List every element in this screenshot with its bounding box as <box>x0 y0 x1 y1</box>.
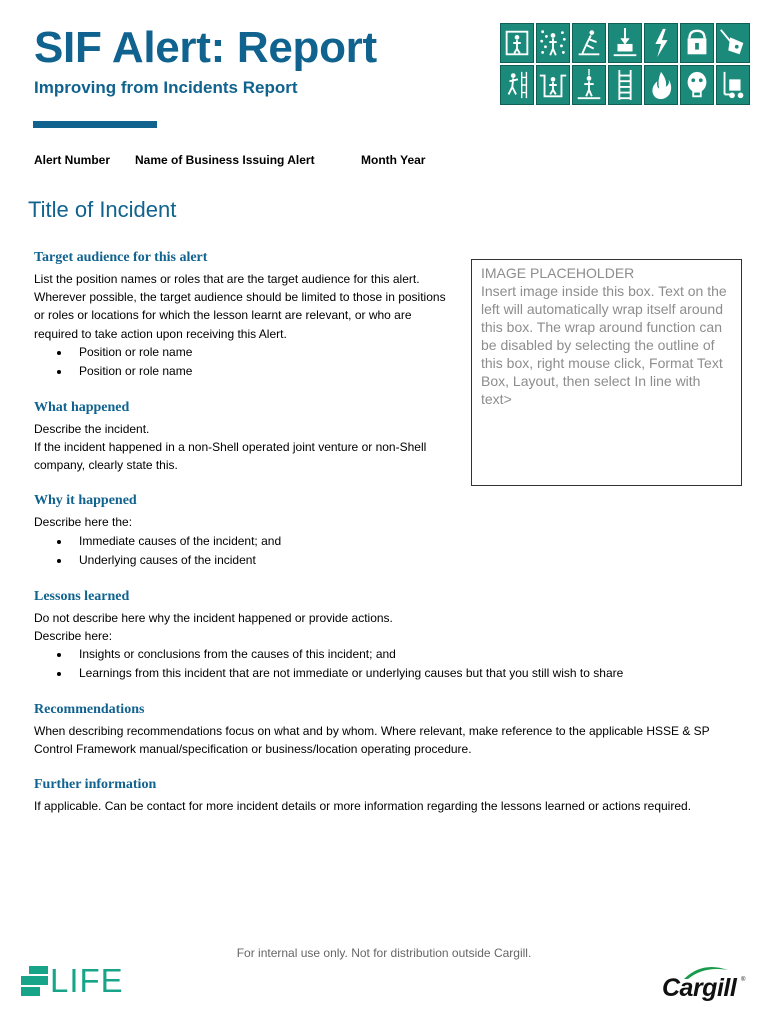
life-mark-icon <box>21 966 48 996</box>
cargill-logo <box>660 962 748 1006</box>
section-text: If the incident happened in a non-Shell operated joint venture or non-Shell company, clearly state this. <box>34 440 427 473</box>
list-item: Immediate causes of the incident; and <box>56 532 734 551</box>
alert-number: Alert Number <box>34 153 111 167</box>
fall-protection-icon <box>572 65 606 105</box>
safety-icon-grid <box>500 23 740 105</box>
report-body <box>34 249 734 834</box>
registered-mark: ® <box>741 977 746 983</box>
image-placeholder-title: IMAGE PLACEHOLDER <box>481 265 635 281</box>
section-text: Describe the incident. <box>34 421 150 436</box>
list-item: Position or role name <box>56 343 734 362</box>
atmospheric-hazard-icon <box>536 23 570 63</box>
ladder-icon <box>608 65 642 105</box>
section-heading: Recommendations <box>34 702 145 718</box>
section-what-happened <box>34 399 734 475</box>
section-text: List the position names or roles that are the target audience for this alert. Wherever possible, the target audience should be limited to those in positions or roles or locations for which the lesson learnt are relevant, or who are required to take action upon receiving this Alert. <box>34 272 446 341</box>
bullet-list <box>34 645 734 683</box>
section-lessons-learned <box>34 588 734 683</box>
page-title: SIF Alert: Report <box>34 23 377 72</box>
excavation-icon <box>536 65 570 105</box>
section-text: Describe here the: <box>34 515 133 530</box>
section-target-audience <box>34 249 734 381</box>
section-heading: What happened <box>34 399 130 415</box>
list-item: Insights or conclusions from the causes of this incident; and <box>56 645 734 664</box>
confined-space-icon <box>500 23 534 63</box>
bullet-list <box>34 343 734 381</box>
section-text: When describing recommendations focus on what and by whom. Where relevant, make reference to the applicable HSSE & SP Control Framework manual/specification or business/location operating procedure. <box>34 724 710 757</box>
lockout-tagout-icon <box>680 23 714 63</box>
life-logo-text: LIFE <box>50 962 124 999</box>
section-further-information <box>34 776 734 815</box>
title-accent-bar <box>33 121 157 128</box>
cargill-logo-text: Cargill <box>662 974 737 1002</box>
footer-note: For internal use only. Not for distribution outside Cargill. <box>236 946 532 960</box>
month-year: Month Year <box>361 153 426 167</box>
fire-hazard-icon <box>644 65 678 105</box>
padlock-icon <box>716 23 750 63</box>
list-item: Underlying causes of the incident <box>56 551 734 570</box>
section-heading: Further information <box>34 777 157 793</box>
bullet-list <box>34 532 734 570</box>
electrical-hazard-icon <box>644 23 678 63</box>
business-name: Name of Business Issuing Alert <box>135 153 315 167</box>
section-why-it-happened <box>34 492 734 569</box>
incident-title: Title of Incident <box>28 197 177 222</box>
section-text: Describe here: <box>34 628 113 643</box>
section-heading: Why it happened <box>34 493 137 509</box>
section-text: If applicable. Can be contact for more incident details or more information regarding the lessons learned or actions required. <box>34 799 692 814</box>
section-heading: Lessons learned <box>34 588 130 604</box>
suspended-load-icon <box>608 23 642 63</box>
work-at-height-icon <box>500 65 534 105</box>
life-logo <box>21 962 124 999</box>
image-placeholder-text: Insert image inside this box. Text on the left will automatically wrap itself around this box. The wrap around function can be disabled by selecting the outline of this box, right mouse click, Format Text Box, Layout, then select In line with text> <box>481 283 727 407</box>
alert-meta-row <box>34 153 425 167</box>
section-heading: Target audience for this alert <box>34 250 208 265</box>
respirator-icon <box>680 65 714 105</box>
section-text: Do not describe here why the incident happened or provide actions. <box>34 610 393 625</box>
section-recommendations <box>34 701 734 758</box>
list-item: Learnings from this incident that are not immediate or underlying causes but that you still wish to share <box>56 664 734 683</box>
page-subtitle: Improving from Incidents Report <box>34 78 298 97</box>
lifting-operations-icon <box>572 23 606 63</box>
list-item: Position or role name <box>56 362 734 381</box>
forklift-icon <box>716 65 750 105</box>
